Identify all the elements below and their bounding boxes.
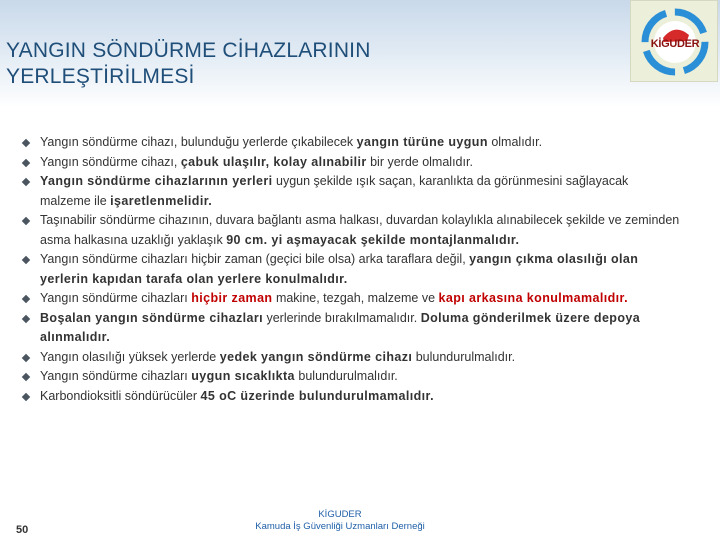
- emphasis-text: 45 oC üzerinde bulundurulmamalıdır.: [200, 388, 434, 403]
- page-title-line-2: YERLEŞTİRİLMESİ: [6, 65, 195, 88]
- diamond-bullet-icon: [22, 295, 31, 304]
- item-text: bulundurulmalıdır.: [412, 349, 516, 364]
- diamond-bullet-icon: [22, 178, 31, 187]
- emphasis-text: 90 cm. yi aşmayacak şekilde montajlanmalıdır.: [226, 232, 520, 247]
- item-text: yerlerinde bırakılmamalıdır.: [262, 310, 421, 325]
- logo-text: KİGUDER: [650, 38, 700, 50]
- footer-org-short: KİGUDER: [318, 509, 362, 520]
- item-text: uygun şekilde ışık saçan, karanlıkta da görünmesini sağlayacak malzeme ile: [40, 174, 629, 208]
- list-item: [22, 309, 682, 348]
- item-text: olmalıdır.: [487, 135, 543, 149]
- item-text: Yangın olasılığı yüksek yerlerde: [40, 349, 220, 364]
- emphasis-text: hiçbir zaman: [191, 291, 273, 305]
- footer: [230, 509, 450, 533]
- diamond-bullet-icon: [22, 256, 31, 265]
- item-text: bir yerde olmalıdır.: [366, 154, 473, 169]
- item-text: Taşınabilir söndürme cihazının, duvara bağlantı asma halkası, duvardan kolaylıkla alınabilecek şekilde ve zeminden asma halkasına uzaklığı yaklaşık: [40, 213, 680, 247]
- emphasis-text: yangın çıkma olasılığı olan yerlerin kapıdan tarafa olan yerlere konulmalıdır.: [40, 252, 639, 286]
- item-text: bulundurulmalıdır.: [294, 369, 398, 383]
- kiguder-logo: [630, 0, 718, 82]
- diamond-bullet-icon: [22, 373, 31, 382]
- emphasis-text: yedek yangın söndürme cihazı: [219, 349, 413, 364]
- emphasis-text: uygun sıcaklıkta: [191, 369, 295, 383]
- item-text: Yangın söndürme cihazları hiçbir zaman (geçici bile olsa) arka taraflara değil,: [40, 252, 470, 266]
- item-text: Yangın söndürme cihazları: [40, 291, 192, 305]
- diamond-bullet-icon: [22, 217, 31, 226]
- footer-org-full: Kamuda İş Güvenliği Uzmanları Derneği: [255, 521, 425, 532]
- item-text: makine, tezgah, malzeme ve: [272, 291, 439, 305]
- page-number: 50: [16, 524, 29, 536]
- diamond-bullet-icon: [22, 393, 31, 402]
- item-text: Yangın söndürme cihazları: [40, 369, 192, 383]
- item-text: Yangın söndürme cihazı, bulunduğu yerlerde çıkabilecek: [40, 135, 357, 149]
- list-item: [22, 153, 682, 173]
- list-item: [22, 289, 682, 309]
- diamond-bullet-icon: [22, 159, 31, 168]
- emphasis-text: Boşalan yangın söndürme cihazları: [40, 310, 263, 325]
- list-item: [22, 348, 682, 368]
- bullet-list: [22, 133, 682, 406]
- list-item: [22, 387, 682, 407]
- list-item: [22, 133, 682, 153]
- emphasis-text: yangın türüne uygun: [356, 135, 488, 149]
- emphasis-text: işaretlenmelidir.: [110, 193, 213, 208]
- emphasis-text: kapı arkasına konulmamalıdır.: [438, 291, 628, 305]
- list-item: [22, 211, 682, 250]
- diamond-bullet-icon: [22, 315, 31, 324]
- page-title: [6, 38, 566, 90]
- list-item: [22, 172, 682, 211]
- list-item: [22, 367, 682, 387]
- list-item: [22, 250, 682, 289]
- emphasis-text: çabuk ulaşılır, kolay alınabilir: [180, 154, 367, 169]
- diamond-bullet-icon: [22, 354, 31, 363]
- emphasis-text: Doluma gönderilmek üzere depoya alınmalıdır.: [40, 310, 641, 344]
- item-text: Yangın söndürme cihazı,: [40, 154, 181, 169]
- emphasis-text: Yangın söndürme cihazlarının yerleri: [40, 174, 273, 188]
- diamond-bullet-icon: [22, 139, 31, 148]
- page-title-line-1: YANGIN SÖNDÜRME CİHAZLARININ: [6, 39, 371, 62]
- item-text: Karbondioksitli söndürücüler: [40, 388, 201, 403]
